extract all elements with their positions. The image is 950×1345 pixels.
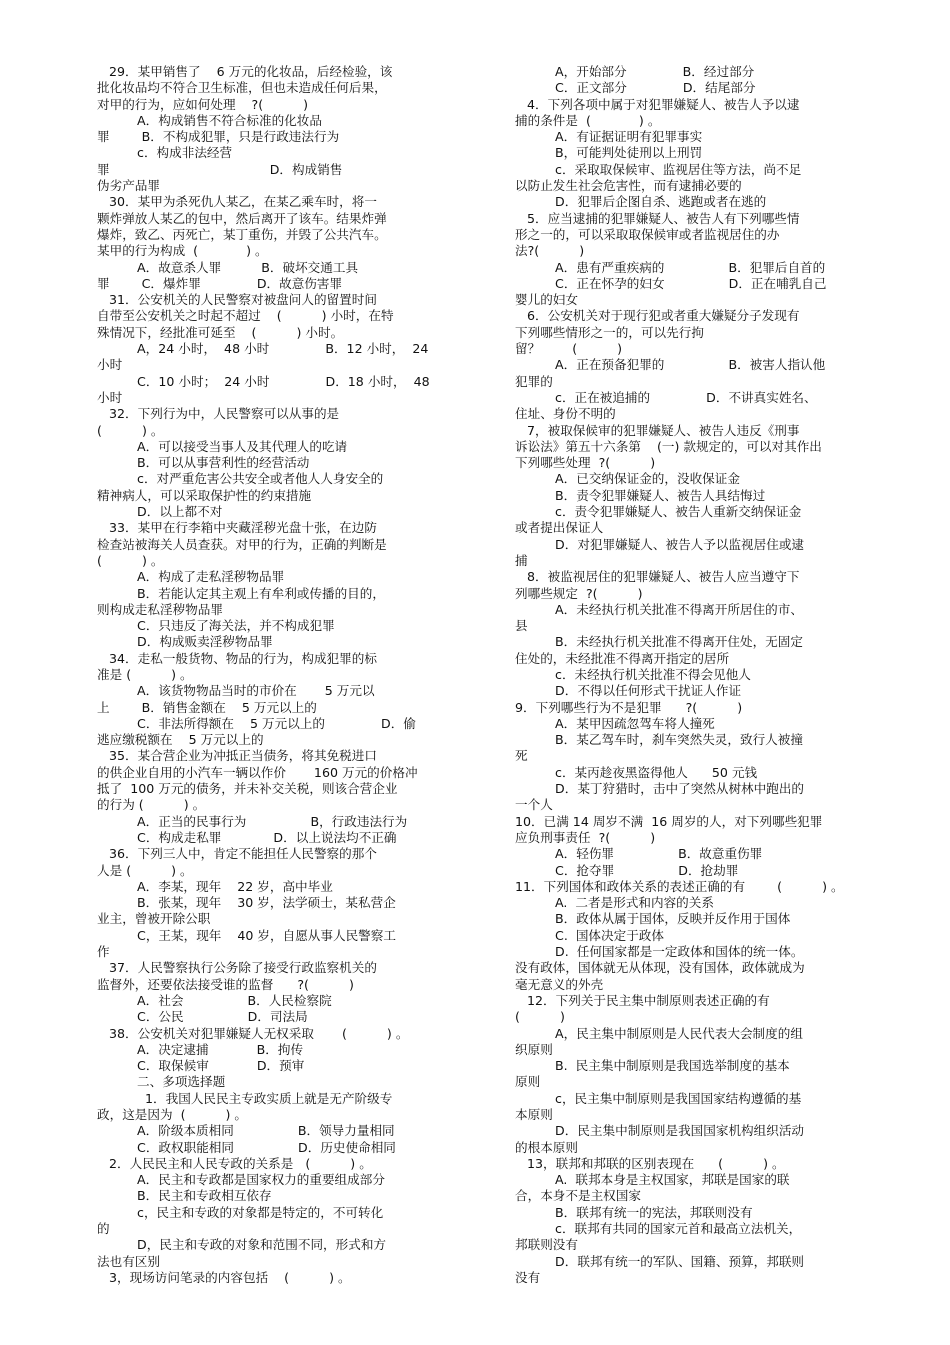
text-line: 34．走私一般货物、物品的行为，构成犯罪的标	[97, 650, 377, 666]
text-line: D．联邦有统一的军队、国籍、预算，邦联则	[515, 1253, 805, 1269]
right-column	[515, 64, 890, 1286]
text-line: 殊情况下，经批准可延至 ( ) 小时。	[97, 324, 344, 340]
text-line: D．以上都不对	[97, 504, 223, 520]
text-line: 人是 ( ) 。	[97, 862, 193, 878]
text-line: 4．下列各项中属于对犯罪嫌疑人、被告人予以逮	[515, 96, 800, 112]
text-line: C. 国体决定于政体	[515, 927, 664, 943]
text-line: 形之一的，可以采取取保候审或者监视居住的办	[515, 226, 780, 242]
text-line: A．正在预备犯罪的 B．被害人指认他	[515, 357, 826, 373]
text-line: 对甲的行为，应如何处理 ?( )	[97, 96, 309, 112]
text-line: c．构成非法经营	[97, 145, 233, 161]
text-line: 的	[97, 1221, 110, 1237]
text-line: 10．已满 14 周岁不满 16 周岁的人，对下列哪些犯罪	[515, 813, 823, 829]
text-line: 住址、身份不明的	[515, 406, 616, 422]
text-line: 33．某甲在行李箱中夹藏淫秽光盘十张，在边防	[97, 520, 377, 536]
text-line: C．政权职能相同 D．历史使命相同	[97, 1139, 396, 1155]
text-line: A．已交纳保证金的，没收保证金	[515, 471, 740, 487]
text-line: 37．人民警察执行公务除了接受行政监察机关的	[97, 960, 377, 976]
text-line: 36．下列三人中，肯定不能担任人民警察的那个	[97, 846, 377, 862]
text-line: A．某甲因疏忽驾车将人撞死	[515, 715, 715, 731]
text-line: 8．被监视居住的犯罪嫌疑人、被告人应当遵守下	[515, 569, 800, 585]
text-line: D．某丁狩猎时，击中了突然从树林中跑出的	[515, 781, 805, 797]
text-line: 11．下列国体和政体关系的表述正确的有 ( ) 。	[515, 878, 844, 894]
text-line: A，24 小时， 48 小时 B．12 小时， 24	[97, 341, 429, 357]
text-line: B．责令犯罪嫌疑人、被告人具结悔过	[515, 487, 766, 503]
text-line: 检查站被海关人员查获。对甲的行为，正确的判断是	[97, 536, 387, 552]
text-line: 某甲的行为构成 ( ) 。	[97, 243, 268, 259]
text-line: A．构成了走私淫秽物品罪	[97, 569, 285, 585]
text-line: 30．某甲为杀死仇人某乙，在某乙乘车时，将一	[97, 194, 377, 210]
text-line: 的行为 ( ) 。	[97, 797, 206, 813]
text-line: A，民主集中制原则是人民代表大会制度的组	[515, 1025, 803, 1041]
left-column	[97, 64, 481, 1286]
text-line: 逃应缴税额在 5 万元以上的	[97, 732, 264, 748]
text-line: 罪 D．构成销售	[97, 161, 343, 177]
text-line: A．构成销售不符合标准的化妆品	[97, 112, 322, 128]
text-line: 自带至公安机关之时起不超过 ( ) 小时，在特	[97, 308, 394, 324]
text-line: A．社会 B．人民检察院	[97, 992, 332, 1008]
text-line: c．联邦有共同的国家元首和最高立法机关，	[515, 1221, 802, 1237]
text-line: B．未经执行机关批准不得离开住处，无固定	[515, 634, 803, 650]
text-line: D．不得以任何形式干扰证人作证	[515, 683, 742, 699]
text-line: 罪 C．爆炸罪 D．故意伤害罪	[97, 275, 343, 291]
text-line: 县	[515, 618, 528, 634]
text-line: 本原则	[515, 1107, 553, 1122]
text-line: 毫无意义的外壳	[515, 976, 604, 992]
text-line: 抵了 100 万元的债务，并未补交关税，则该合营企业	[97, 781, 398, 797]
text-line: 监督外，还要依法接受谁的监督 ?( )	[97, 976, 354, 992]
text-line: 精神病人，可以采取保护性的约束措施	[97, 487, 312, 503]
text-line: A．有证据证明有犯罪事实	[515, 129, 703, 145]
text-line: 住处的，未经批准不得离开指定的居所	[515, 650, 730, 666]
text-line: 法?( )	[515, 243, 585, 259]
text-line: 死	[515, 748, 528, 764]
text-line: C．抢夺罪 D．抢劫罪	[515, 862, 739, 878]
text-line: C．正在怀孕的妇女 D．正在哺乳自己	[515, 275, 827, 291]
text-line: B．政体从属于国体，反映并反作用于国体	[515, 911, 791, 927]
text-line: 犯罪的	[515, 373, 553, 389]
text-line: B．联邦有统一的宪法，邦联则没有	[515, 1204, 753, 1220]
text-line: 伪劣产品罪	[97, 178, 160, 194]
text-line: 32．下列行为中，人民警察可以从事的是	[97, 406, 340, 422]
text-line: C．非法所得额在 5 万元以上的 D．偷	[97, 715, 416, 731]
text-line: C．正文部分 D．结尾部分	[515, 80, 756, 96]
text-line: 列哪些规定 ?( )	[515, 585, 643, 601]
text-line: A．李某，现年 22 岁，高中毕业	[97, 878, 333, 894]
text-line: 批化妆品均不符合卫生标准，但也未造成任何后果，	[97, 80, 387, 96]
text-line: 颗炸弹放人某乙的包中，然后离开了该车。结果炸弹	[97, 210, 387, 226]
text-line: 留？ ( )	[515, 341, 623, 357]
text-line: 1．我国人民民主专政实质上就是无产阶级专	[97, 1090, 393, 1106]
text-line: c．采取取保候审、监视居住等方法，尚不足	[515, 161, 802, 177]
text-line: c．正在被追捕的 D．不讲真实姓名、	[515, 389, 817, 405]
text-line: C．构成走私罪 D．以上说法均不正确	[97, 829, 397, 845]
text-line: 没有	[515, 1269, 541, 1285]
text-line: C．10 小时； 24 小时 D．18 小时， 48	[97, 373, 430, 389]
text-line: C．只违反了海关法，并不构成犯罪	[97, 618, 335, 634]
text-line: c．责令犯罪嫌疑人、被告人重新交纳保证金	[515, 504, 802, 520]
text-line: B．若能认定其主观上有牟利或传播的目的，	[97, 585, 385, 601]
text-line: 准是 ( ) 。	[97, 666, 193, 682]
text-line: 下列哪些处理 ?( )	[515, 455, 656, 471]
text-line: 或者提出保证人	[515, 520, 604, 536]
text-line: A．可以接受当事人及其代理人的吃请	[97, 438, 348, 454]
text-line: ( ) 。	[97, 552, 164, 568]
text-line: C．取保候审 D．预审	[97, 1058, 305, 1074]
text-line: 以防止发生社会危害性，而有逮捕必要的	[515, 178, 742, 194]
text-line: ( )	[515, 1009, 565, 1025]
text-line: 小时	[97, 389, 123, 405]
text-line: 法也有区别	[97, 1253, 160, 1269]
text-line: 织原则	[515, 1041, 553, 1057]
text-line: c．未经执行机关批准不得会见他人	[515, 666, 751, 682]
text-line: 业主，曾被开除公职	[97, 911, 211, 927]
text-line: A．决定逮捕 B．拘传	[97, 1041, 304, 1057]
text-line: 13，联邦和邦联的区别表现在 ( ) 。	[515, 1155, 785, 1171]
text-line: 上 B．销售金额在 5 万元以上的	[97, 699, 317, 715]
text-line: D．构成贩卖淫秽物品罪	[97, 634, 273, 650]
text-line: 小时	[97, 357, 123, 373]
text-line: 下列哪些情形之一的，可以先行拘	[515, 324, 704, 340]
text-line: A．正当的民事行为 B，行政违法行为	[97, 813, 408, 829]
text-line: D．犯罪后企图自杀、逃跑或者在逃的	[515, 194, 767, 210]
text-line: A．患有严重疾病的 B．犯罪后自首的	[515, 259, 826, 275]
text-line: 38．公安机关对犯罪嫌疑人无权采取 ( ) 。	[97, 1025, 409, 1041]
text-line: 诉讼法》第五十六条第 (一) 款规定的，可以对其作出	[515, 438, 822, 454]
text-line: 邦联则没有	[515, 1237, 578, 1253]
text-line: 35．某合营企业为冲抵正当债务，将其免税进口	[97, 748, 377, 764]
text-line: A．民主和专政都是国家权力的重要组成部分	[97, 1172, 385, 1188]
text-line: A．阶级本质相同 B．领导力量相同	[97, 1123, 395, 1139]
text-line: 则构成走私淫秽物品罪	[97, 601, 223, 617]
text-line: 原则	[515, 1074, 541, 1090]
text-line: B．民主和专政相互依存	[97, 1188, 272, 1204]
text-line: A．轻伤罪 B．故意重伤罪	[515, 846, 763, 862]
text-line: 2．人民民主和人民专政的关系是 ( ) 。	[97, 1155, 372, 1171]
text-line: 合，本身不是主权国家	[515, 1188, 641, 1204]
text-line: 一个人	[515, 797, 553, 813]
text-line: 应负刑事责任 ?( )	[515, 829, 656, 845]
text-line: 爆炸，致乙、丙死亡，某丁重伤，并毁了公共汽车。	[97, 226, 387, 242]
text-line: c．某丙趁夜黑盗得他人 50 元钱	[515, 764, 758, 780]
text-line: 作	[97, 944, 110, 960]
text-line: 7，被取保候审的犯罪嫌疑人、被告人违反《刑事	[515, 422, 800, 438]
text-line: 9．下列哪些行为不是犯罪 ?( )	[515, 699, 743, 715]
text-line: 的供企业自用的小汽车一辆以作价 160 万元的价格冲	[97, 764, 418, 780]
text-line: 3，现场访问笔录的内容包括 ( ) 。	[97, 1269, 351, 1285]
text-line: A．该货物物品当时的市价在 5 万元以	[97, 683, 375, 699]
text-line: 罪 B．不构成犯罪，只是行政违法行为	[97, 129, 340, 145]
text-line: D．民主集中制原则是我国国家机构组织活动	[515, 1123, 805, 1139]
text-line: 29．某甲销售了 6 万元的化妆品，后经检验，该	[97, 64, 393, 79]
text-line: 31．公安机关的人民警察对被盘问人的留置时间	[97, 292, 377, 308]
text-line: B．可以从事营利性的经营活动	[97, 455, 310, 471]
text-line: 捕的条件是 ( ) 。	[515, 112, 661, 128]
text-line: A. 联邦本身是主权国家，邦联是国家的联	[515, 1172, 790, 1188]
text-line: D，民主和专政的对象和范围不同，形式和方	[97, 1237, 387, 1253]
text-line: 5．应当逮捕的犯罪嫌疑人、被告人有下列哪些情	[515, 210, 800, 226]
text-line: D．对犯罪嫌疑人、被告人予以监视居住或逮	[515, 536, 805, 552]
text-line: A．故意杀人罪 B．破坏交通工具	[97, 259, 359, 275]
text-line: D. 任何国家都是一定政体和国体的统一体。	[515, 944, 804, 960]
text-line: 捕	[515, 552, 528, 568]
text-line: 政，这是因为 ( ) 。	[97, 1107, 248, 1122]
text-line: C．公民 D．司法局	[97, 1009, 308, 1025]
text-line: c，民主集中制原则是我国国家结构遵循的基	[515, 1090, 802, 1106]
text-line: B，可能判处徒刑以上刑罚	[515, 145, 703, 161]
text-line: C，王某，现年 40 岁，自愿从事人民警察工	[97, 927, 396, 943]
text-line: c，民主和专政的对象都是特定的，不可转化	[97, 1204, 384, 1220]
text-line: B．张某，现年 30 岁，法学硕士，某私营企	[97, 895, 396, 911]
text-line: 没有政体，国体就无从体现，没有国体，政体就成为	[515, 960, 805, 976]
text-line: 6．公安机关对于现行犯或者重大嫌疑分子发现有	[515, 308, 800, 324]
text-line: 婴儿的妇女	[515, 292, 578, 308]
text-line: B．某乙驾车时，刹车突然失灵，致行人被撞	[515, 732, 803, 748]
text-line: c．对严重危害公共安全或者他人人身安全的	[97, 471, 384, 487]
text-line: ( ) 。	[97, 422, 164, 438]
text-line: 的根本原则	[515, 1139, 578, 1155]
text-line: 二、多项选择题	[97, 1074, 226, 1090]
text-line: A．未经执行机关批准不得离开所居住的市、	[515, 601, 803, 617]
text-line: B. 民主集中制原则是我国选举制度的基本	[515, 1058, 790, 1074]
text-line: A，开始部分 B．经过部分	[515, 64, 755, 79]
text-line: A. 二者是形式和内容的关系	[515, 895, 714, 911]
text-line: 12．下列关于民主集中制原则表述正确的有	[515, 992, 770, 1008]
